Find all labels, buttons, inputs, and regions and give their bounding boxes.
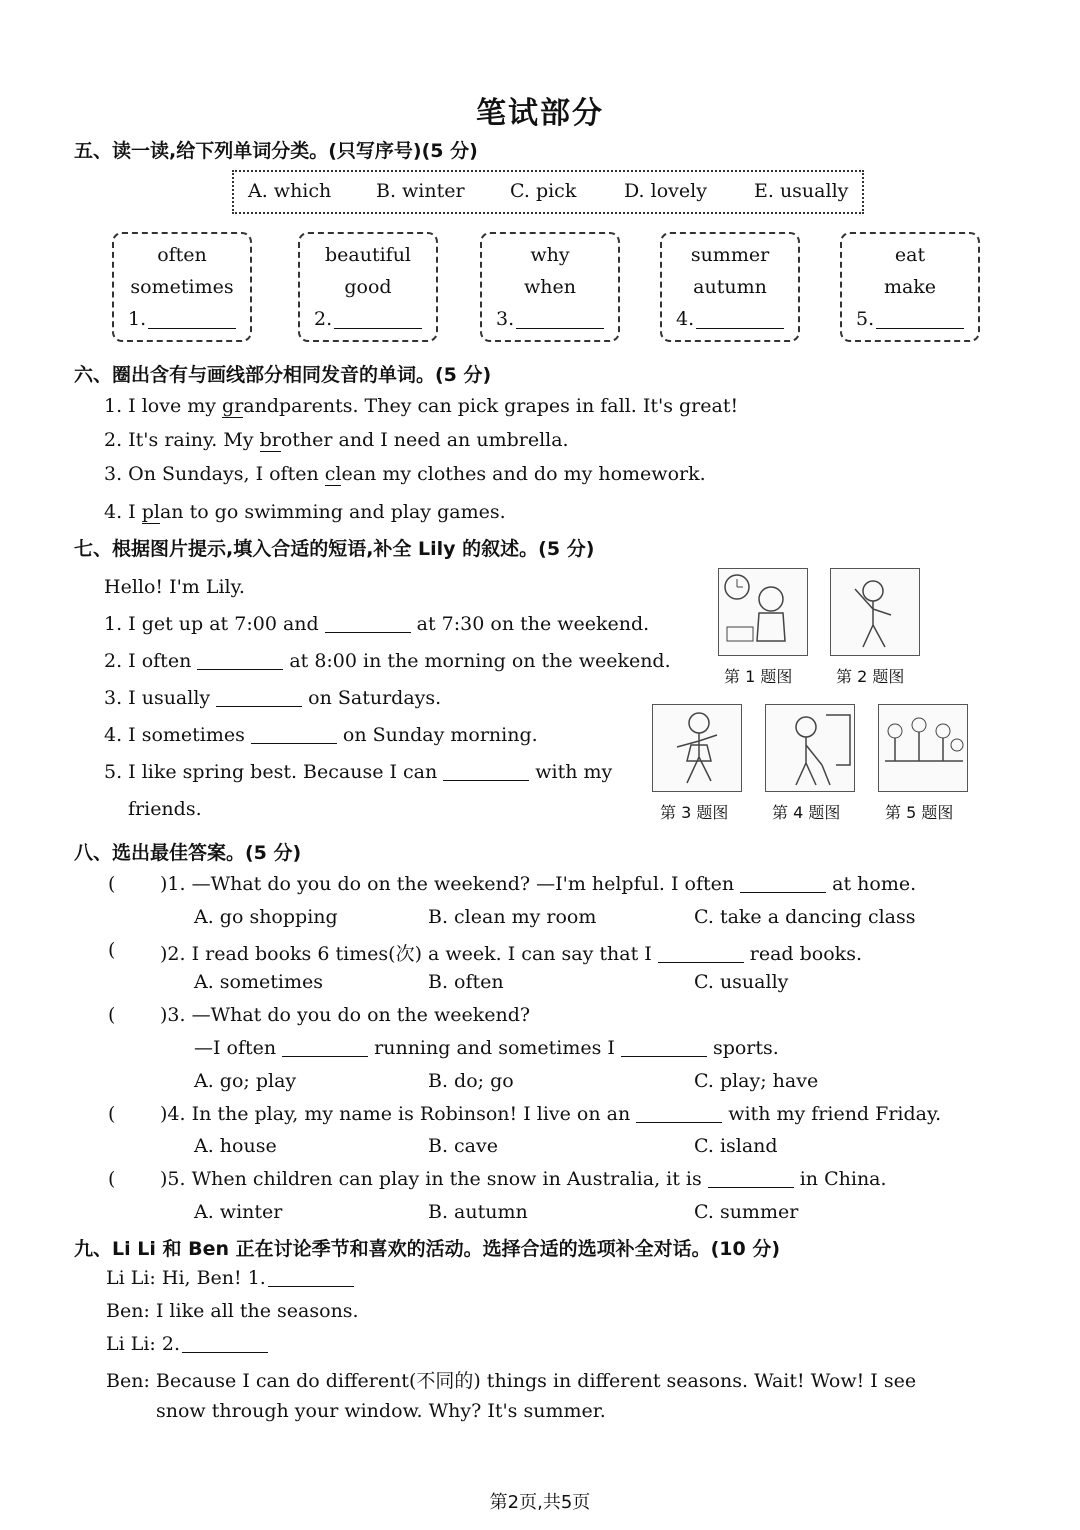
answer-blank[interactable] <box>876 328 964 329</box>
word: why <box>530 244 570 266</box>
fill-line-2: 2. I often at 8:00 in the morning on the weekend. <box>104 650 671 672</box>
caption-4: 第 4 题图 <box>772 803 841 822</box>
underlined-sound: pl <box>141 501 160 523</box>
caption-1: 第 1 题图 <box>724 667 793 686</box>
q2-option-b[interactable]: B. often <box>428 971 504 993</box>
word: often <box>157 244 207 266</box>
underlined-sound: br <box>259 429 281 451</box>
question-1: )1. —What do you do on the weekend? —I'm helpful. I often at home. <box>160 873 917 895</box>
option-e: E. usually <box>754 180 849 202</box>
dialogue-line-1: Li Li: Hi, Ben! 1. <box>106 1267 360 1289</box>
picture-exercise <box>830 568 920 656</box>
page-number: 第2页,共5页 <box>489 1492 591 1513</box>
q5-option-a[interactable]: A. winter <box>194 1201 283 1223</box>
answer-number: 4. <box>676 308 695 330</box>
answer-blank[interactable] <box>740 874 826 893</box>
answer-blank[interactable] <box>282 1038 368 1057</box>
answer-blank[interactable] <box>268 1268 354 1287</box>
word: sometimes <box>130 276 234 298</box>
underlined-sound: gr <box>222 395 244 417</box>
question-2: )2. I read books 6 times(次) a week. I can say that I read books. <box>160 943 862 965</box>
word-group-box-3 <box>480 232 620 342</box>
underlined-sound: cl <box>324 463 342 485</box>
section-6-heading: 六、圈出含有与画线部分相同发音的单词。(5 分) <box>74 364 492 386</box>
question-3: )3. —What do you do on the weekend? <box>160 1004 531 1026</box>
answer-blank[interactable] <box>696 328 784 329</box>
sentence-1[interactable]: 1. I love my grandparents. They can pick grapes in fall. It's great! <box>104 395 739 417</box>
question-4: )4. In the play, my name is Robinson! I live on an with my friend Friday. <box>160 1103 942 1125</box>
fill-line-3: 3. I usually on Saturdays. <box>104 687 442 709</box>
caption-2: 第 2 题图 <box>836 667 905 686</box>
word-group-box-4 <box>660 232 800 342</box>
sentence-4[interactable]: 4. I plan to go swimming and play games. <box>104 501 506 523</box>
page-title: 笔试部分 <box>476 96 604 131</box>
intro-line: Hello! I'm Lily. <box>104 576 245 598</box>
picture-dancing <box>652 704 742 792</box>
q1-option-c[interactable]: C. take a dancing class <box>694 906 916 928</box>
answer-blank[interactable] <box>636 1104 722 1123</box>
word-group-box-2 <box>298 232 438 342</box>
word: eat <box>894 244 926 266</box>
answer-blank[interactable] <box>621 1038 707 1057</box>
q5-option-c[interactable]: C. summer <box>694 1201 799 1223</box>
option-c: C. pick <box>510 180 577 202</box>
fill-line-5: 5. I like spring best. Because I can with my <box>104 761 613 783</box>
word: beautiful <box>324 244 412 266</box>
answer-number: 3. <box>496 308 515 330</box>
caption-5: 第 5 题图 <box>885 803 954 822</box>
q3-option-a[interactable]: A. go; play <box>194 1070 297 1092</box>
answer-blank[interactable] <box>708 1169 794 1188</box>
answer-paren-3[interactable]: ( <box>108 1004 116 1026</box>
word: when <box>524 276 576 298</box>
answer-paren-1[interactable]: ( <box>108 873 116 895</box>
word: good <box>344 276 392 298</box>
word: autumn <box>693 276 767 298</box>
question-5: )5. When children can play in the snow in Australia, it is in China. <box>160 1168 887 1190</box>
option-d: D. lovely <box>624 180 707 202</box>
q4-option-a[interactable]: A. house <box>194 1135 277 1157</box>
answer-blank[interactable] <box>216 688 302 707</box>
answer-paren-4[interactable]: ( <box>108 1103 116 1125</box>
answer-paren-2[interactable]: ( <box>108 939 116 961</box>
answer-blank[interactable] <box>182 1334 268 1353</box>
answer-number: 5. <box>856 308 875 330</box>
sentence-2[interactable]: 2. It's rainy. My brother and I need an umbrella. <box>104 429 569 451</box>
q1-option-a[interactable]: A. go shopping <box>194 906 338 928</box>
answer-blank[interactable] <box>516 328 604 329</box>
answer-paren-5[interactable]: ( <box>108 1168 116 1190</box>
answer-blank[interactable] <box>148 328 236 329</box>
answer-blank[interactable] <box>197 651 283 670</box>
q2-option-c[interactable]: C. usually <box>694 971 789 993</box>
fill-line-4: 4. I sometimes on Sunday morning. <box>104 724 538 746</box>
q5-option-b[interactable]: B. autumn <box>428 1201 528 1223</box>
q1-option-b[interactable]: B. clean my room <box>428 906 597 928</box>
option-a: A. which <box>248 180 332 202</box>
answer-blank[interactable] <box>334 328 422 329</box>
q3-option-c[interactable]: C. play; have <box>694 1070 819 1092</box>
fill-line-1: 1. I get up at 7:00 and at 7:30 on the weekend. <box>104 613 650 635</box>
dialogue-line-4-cont: snow through your window. Why? It's summer. <box>156 1400 606 1422</box>
option-b: B. winter <box>376 180 465 202</box>
q4-option-b[interactable]: B. cave <box>428 1135 498 1157</box>
word: make <box>883 276 937 298</box>
word-group-box-1 <box>112 232 252 342</box>
sentence-3[interactable]: 3. On Sundays, I often clean my clothes and do my homework. <box>104 463 706 485</box>
q2-option-a[interactable]: A. sometimes <box>194 971 323 993</box>
dialogue-line-4: Ben: Because I can do different(不同的) things in different seasons. Wait! Wow! I see <box>106 1370 917 1392</box>
answer-blank[interactable] <box>443 762 529 781</box>
q4-option-c[interactable]: C. island <box>694 1135 778 1157</box>
word-group-box-5 <box>840 232 980 342</box>
dialogue-line-3: Li Li: 2. <box>106 1333 274 1355</box>
answer-number: 1. <box>128 308 147 330</box>
answer-blank[interactable] <box>658 944 744 963</box>
caption-3: 第 3 题图 <box>660 803 729 822</box>
section-8-heading: 八、选出最佳答案。(5 分) <box>74 842 302 864</box>
word-options-box <box>232 170 864 214</box>
picture-cleaning <box>765 704 855 792</box>
section-5-heading: 五、读一读,给下列单词分类。(只写序号)(5 分) <box>74 140 478 162</box>
question-3-reply: —I often running and sometimes I sports. <box>194 1037 779 1059</box>
picture-playing-with-friends <box>878 704 968 792</box>
section-7-heading: 七、根据图片提示,填入合适的短语,补全 Lily 的叙述。(5 分) <box>74 538 595 560</box>
word: summer <box>690 244 770 266</box>
answer-blank[interactable] <box>251 725 337 744</box>
answer-blank[interactable] <box>325 614 411 633</box>
answer-number: 2. <box>314 308 333 330</box>
picture-breakfast <box>718 568 808 656</box>
fill-line-5-cont: friends. <box>128 798 202 820</box>
q3-option-b[interactable]: B. do; go <box>428 1070 514 1092</box>
section-9-heading: 九、Li Li 和 Ben 正在讨论季节和喜欢的活动。选择合适的选项补全对话。(10 分) <box>74 1238 781 1260</box>
dialogue-line-2: Ben: I like all the seasons. <box>106 1300 359 1322</box>
